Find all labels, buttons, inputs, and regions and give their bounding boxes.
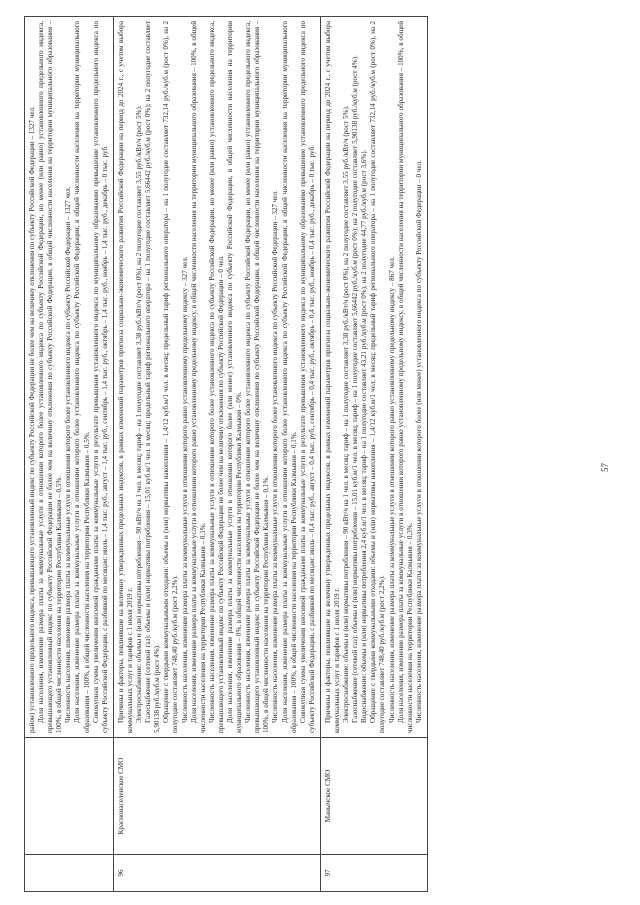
paragraph: Численность населения, изменение размера платы за коммунальные услуги в отношении которого более установленного индекса по субъекту Российской Федерации – 327 чел. (271, 190, 280, 723)
municipality-name: Манычское СМО (320, 738, 427, 855)
table-row (113, 17, 320, 892)
paragraph: Доля населения, изменение размера платы за коммунальные услуги в отношении которого более (или менее) установленного индекса по субъекту Российской Федерации, в общей численности населения на территории муниципального образования – 0%, в общей численности населения на территории Республики Калмыкия – 0%. (225, 21, 244, 733)
table-row (25, 17, 114, 892)
paragraph: Доля населения, изменение размера платы за коммунальные услуги в отношении которого более установленного индекса по субъекту Российской Федерации, в общей численности населения на территории муниципального образования – 100%, в общей численности населения на территории Республики Калмыкия – 0,5%. (73, 21, 91, 733)
paragraph: Газоснабжение (сетевой газ): объемы и (или) нормативы потребления – 15,01 куб.м/1 чел. в месяц; предельный тариф регионального оператора – на 1 полугодие составляет 5,66442 руб./куб.м (рост 0%); на 2 полугодие составляет 5,90138 руб./куб.м (рост 4%). (144, 21, 162, 733)
municipality-name (25, 738, 114, 855)
paragraph: Электроснабжение: объемы и (или) нормативы потребления – 90 кВт/ч на 1 чел. в месяц; тариф – на 1 полугодие составляет 3,38 руб./кВт/ч (рост 0%), на 2 полугодие составляет 3,55 руб./кВт/ч (рост 5%). (342, 105, 351, 723)
table-row (320, 17, 427, 892)
paragraph: Численность населения, изменение размера платы за коммунальные услуги в отношении которого более установленного индекса по субъекту Российской Федерации, но менее (или равно) установленного предельного индекса, превышающего установленный индекс по субъекту Российской Федерации не более чем на величину отклонения по субъекту Российской Федерации – 0 чел. (207, 21, 225, 733)
paragraph: Обращение с твердыми коммунальными отходами: объемы и (или) нормативы накопления – 1,4/12 куб.м/1 чел. в месяц; предельный тариф регионального оператора – на 1 полугодие составляет 732,14 руб./куб.м (рост 0%), на 2 полугодие составляет 748,40 руб./куб.м (рост 2,2%). (162, 21, 180, 733)
paragraph: Газоснабжение (сетевой газ): объемы и (или) нормативы потребления – 15,01 куб.м/1 чел. в месяц; тариф – на 1 полугодие составляет 5,66442 руб./куб.м (рост 0%); на 2 полугодие составляет 5,90138 руб./куб.м (рост 4%). (351, 55, 360, 723)
row-number (25, 855, 114, 892)
paragraph: Причины и факторы, повлиявшие на величину утвержденных предельных индексов, в рамках изменений параметров прогноза социально-экономического развития Российской Федерации на период до 2024 г., с учетом выбора коммунальных услуг и тарифов с 1 июля 2019 г. (323, 21, 341, 733)
paragraph: Численность населения, изменение размера платы за коммунальные услуги в отношении которого более установленного индекса по субъекту Российской Федерации, но менее (или равно) установленного предельного индекса, превышающего установленный индекс по субъекту Российской Федерации не более чем на величину отклонения по субъекту Российской Федерации, в общей численности населения на территории муниципального образования – 100%, в общей численности населения на территории Республики Калмыкия – 0,1%. (244, 21, 271, 733)
paragraph: Электроснабжение: объемы и (или) нормативы потребления – 90 кВт/ч на 1 чел. в месяц; тариф – на 1 полугодие составляет 3,38 руб./кВт/ч (рост 0%), на 2 полугодие составляет 3,55 руб./кВт/ч (рост 5%). (135, 105, 144, 723)
paragraph: Доля населения, изменение размера платы за коммунальные услуги в отношении которого более установленного индекса по субъекту Российской Федерации, в общей численности населения на территории муниципального образования – 100%, в общей численности населения на территории Республики Калмыкия – 0,1%. (280, 21, 298, 733)
paragraph: район) установленного предельного индекса, превышающего установленный индекс по субъекту Российской Федерации не более чем на величину отклонения по субъекту Российской Федерации – 1327 чел. (28, 106, 36, 733)
row-description (113, 17, 320, 738)
paragraph: Водоснабжение: объемы и (или) нормативы потребления 2,4 куб.м/1 чел. в месяц; тариф – на 1 полугодие составляет 43,21 руб./куб.м (рост 0%), на 2 полугодие 44,77 руб./куб.м (рост 3,6%). (360, 149, 369, 723)
paragraph: Обращение с твердыми коммунальными отходами: объемы и (или) нормативы накопления – 1,4/12 куб.м/1 чел. в месяц; предельный тариф регионального оператора – на 1 полугодие составляет 732,14 руб./куб.м (рост 0%), на 2 полугодие составляет 748,40 руб./куб.м (рост 2,2%). (369, 21, 387, 733)
rotated-sheet (24, 16, 616, 892)
paragraph: Доля населения, изменение размера платы за коммунальные услуги в отношении которого более установленного индекса по субъекту Российской Федерации, но менее (или равно) установленного предельного индекса, превышающего установленный индекс по субъекту Российской Федерации не более чем на величину отклонения по субъекту Российской Федерации, в общей численности населения на территории муниципального образования – 100%, в общей численности населения на территории Республики Калмыкия – 0,5%. (37, 21, 64, 733)
page-number: 57 (600, 463, 610, 472)
paragraph: Численность населения, изменение размера платы за коммунальные услуги в отношении которого более (или менее) установленного индекса по субъекту Российской Федерации – 0 чел. (414, 160, 423, 723)
municipality-name: Краснонаселенское СМО (113, 738, 320, 855)
paragraph: Причины и факторы, повлиявшие на величину утвержденных предельных индексов, в рамках изменений параметров прогноза социально-экономического развития Российской Федерации на период до 2024 г., с учетом выбора коммунальных услуг и тарифов с 1 июля 2019 г. (116, 21, 134, 733)
row-number: 97 (320, 855, 427, 892)
paragraph: Численность населения, изменение размера платы за коммунальные услуги в отношении которого более установленного индекса по субъекту Российской Федерации – 1327 чел. (64, 186, 73, 723)
document-table (24, 16, 428, 892)
row-number: 96 (113, 855, 320, 892)
paragraph: Численность населения, изменение размера платы за коммунальные услуги в отношении которого равно установленному предельному индексу – 327 чел. (180, 256, 189, 723)
paragraph: Численность населения, изменение размера платы за коммунальные услуги в отношении которого равно установленному предельному индексу – 867 чел. (387, 256, 396, 723)
table-body (25, 17, 428, 892)
row-description (320, 17, 427, 738)
paragraph: Совокупная сумма увеличения вносимой гражданами платы за коммунальные услуги в результате превышения установленного индекса по муниципальному образованию превышение установленного предельного индекса по субъекту Российской Федерации, с разбивкой по месяцам: июль – 0,4 тыс. руб., август – 0,4 тыс. руб., сентябрь – 0,4 тыс. руб., октябрь – 0,4 тыс. руб., ноябрь – 0,4 тыс. руб., декабрь – 0 тыс. руб. (298, 21, 316, 733)
paragraph: Совокупная сумма увеличения вносимой гражданами платы за коммунальные услуги в результате превышения установленного индекса по муниципальному образованию превышение установленного предельного индекса по субъекту Российской Федерации, с разбивкой по месяцам: июль – 1,4 тыс. руб., август – 1,4 тыс. руб., сентябрь – 1,4 тыс. руб., октябрь – 1,4 тыс. руб., ноябрь – 1,4 тыс. руб., декабрь – 0 тыс. руб. (91, 21, 109, 733)
row-description (25, 17, 114, 738)
paragraph: Доля населения, изменение размера платы за коммунальные услуги в отношении которого равно установленному предельному индексу, в общей численности населения на территории муниципального образования – 100%, в общей численности населения на территории Республики Калмыкия – 0,3%. (396, 21, 414, 733)
paragraph: Доля населения, изменение размера платы за коммунальные услуги в отношении которого равно установленному предельному индексу, в общей численности населения на территории муниципального образования – 100%, в общей численности населения на территории Республики Калмыкия – 0,1%. (189, 21, 207, 733)
